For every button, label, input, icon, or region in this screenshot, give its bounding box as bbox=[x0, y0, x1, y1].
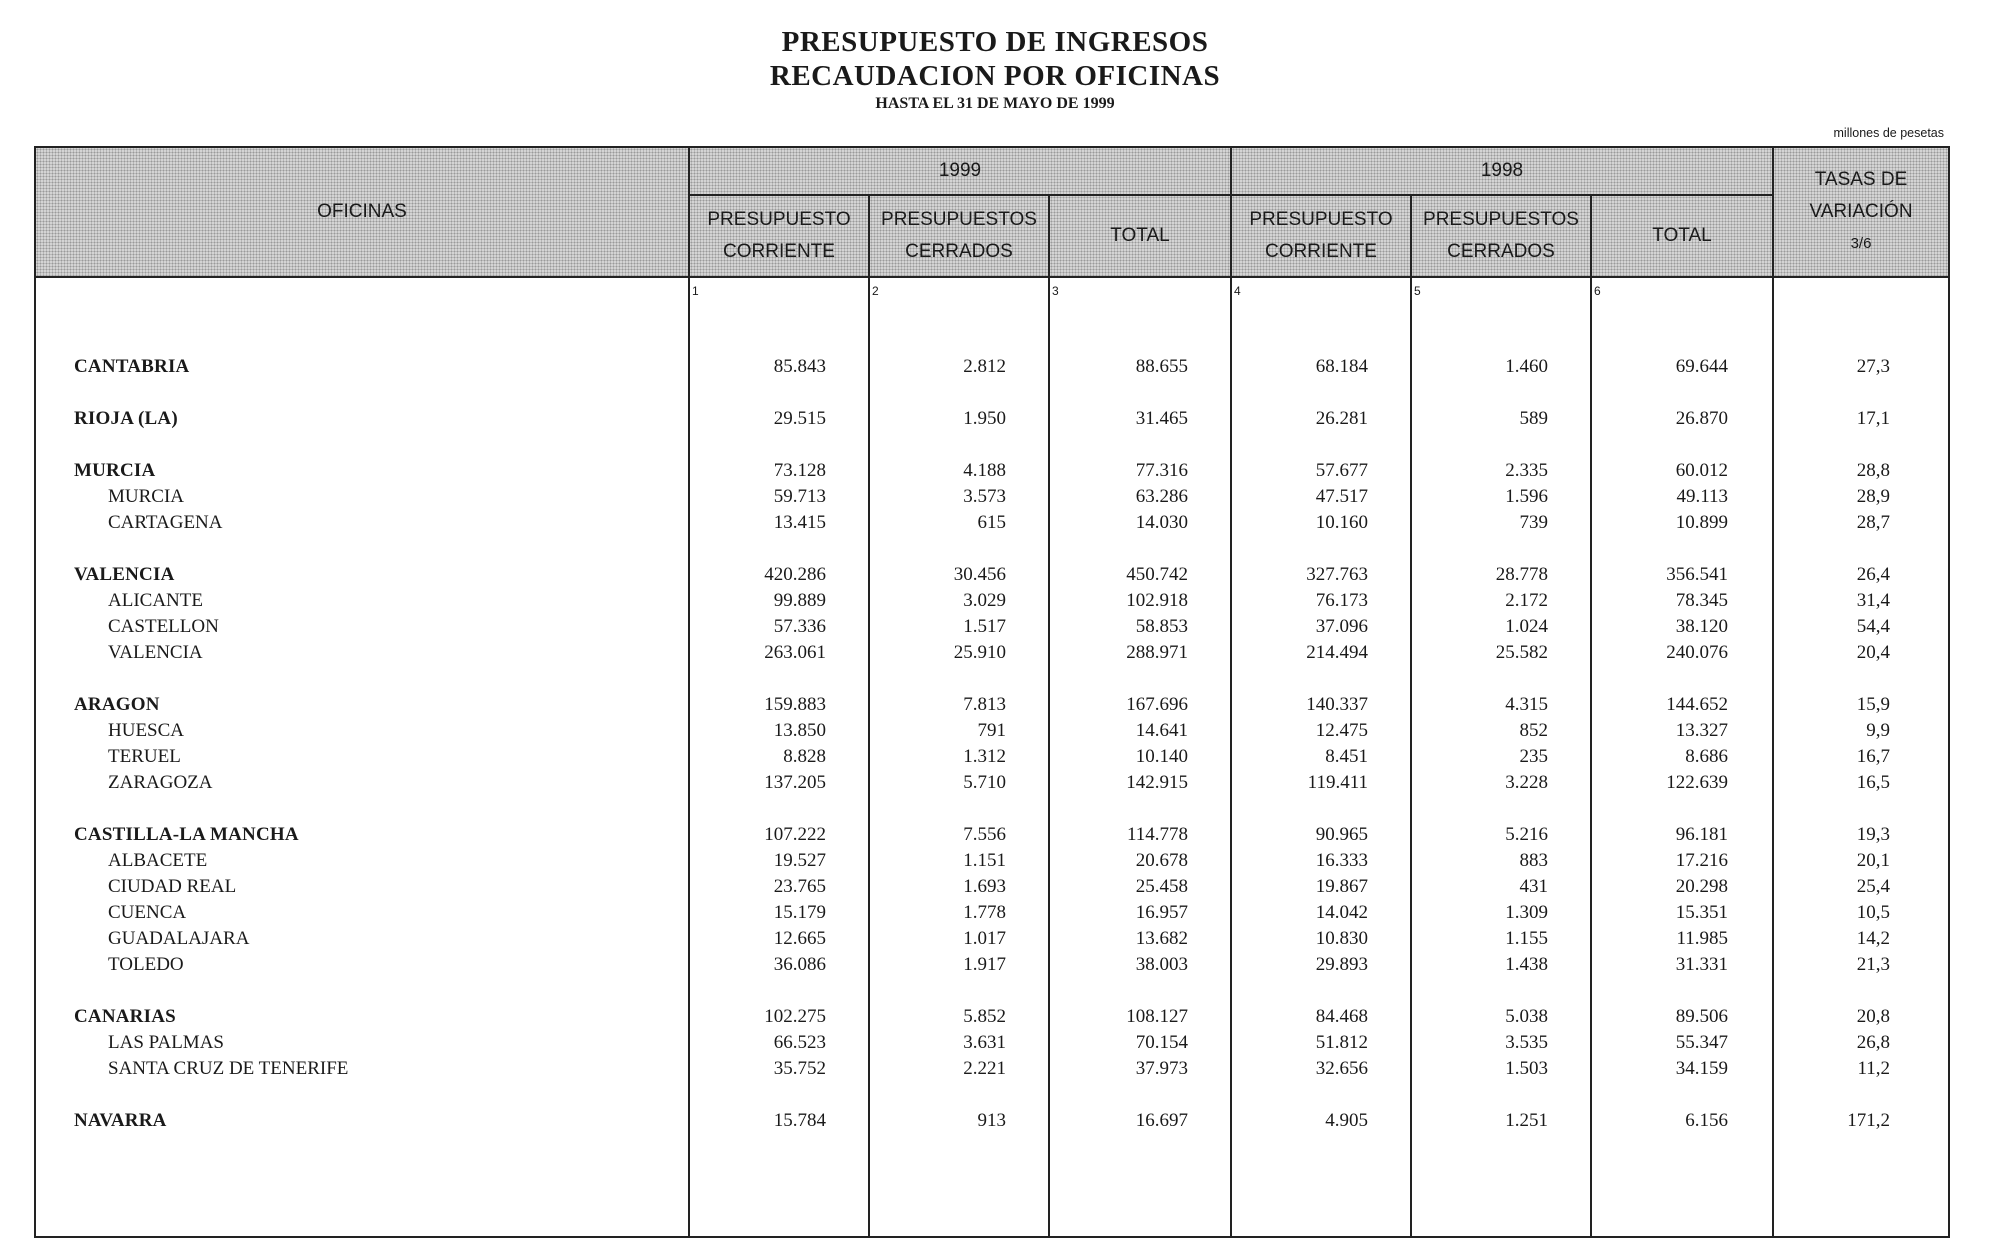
table-cell: 89.506 bbox=[1675, 1006, 1728, 1027]
table-cell: 240.076 bbox=[1666, 642, 1728, 663]
header-year-1998 bbox=[1232, 148, 1772, 194]
table-cell: 63.286 bbox=[1135, 486, 1188, 507]
table-cell: 13.415 bbox=[773, 512, 826, 533]
table-cell: 159.883 bbox=[764, 694, 826, 715]
table-cell: 49.113 bbox=[1676, 486, 1728, 507]
table-cell: 57.336 bbox=[773, 616, 826, 637]
table-row bbox=[0, 876, 2000, 902]
table-cell: 31.331 bbox=[1675, 954, 1728, 975]
table-row bbox=[0, 1110, 2000, 1136]
hdr-total-label: TOTAL bbox=[1652, 225, 1712, 246]
table-row bbox=[0, 954, 2000, 980]
table-cell: 5.038 bbox=[1505, 1006, 1548, 1027]
table-cell: 119.411 bbox=[1307, 772, 1368, 793]
table-cell: 144.652 bbox=[1666, 694, 1728, 715]
table-cell: 1.309 bbox=[1505, 902, 1548, 923]
table-cell: 431 bbox=[1519, 876, 1548, 897]
column-number: 5 bbox=[1414, 284, 1421, 298]
table-cell: 214.494 bbox=[1306, 642, 1368, 663]
table-cell: 47.517 bbox=[1315, 486, 1368, 507]
table-row bbox=[0, 642, 2000, 668]
hdr-pc-line1: PRESUPUESTO bbox=[1249, 209, 1393, 230]
table-cell: 36.086 bbox=[773, 954, 826, 975]
table-cell: 30.456 bbox=[953, 564, 1006, 585]
header-year-1998-label: 1998 bbox=[1480, 160, 1524, 181]
table-cell: 55.347 bbox=[1675, 1032, 1728, 1053]
header-tasas-line2: VARIACIÓN bbox=[1809, 201, 1913, 222]
table-cell: 1.950 bbox=[963, 408, 1006, 429]
table-cell: 171,2 bbox=[1847, 1110, 1890, 1131]
table-cell: 1.024 bbox=[1505, 616, 1548, 637]
table-cell: 76.173 bbox=[1315, 590, 1368, 611]
table-cell: 1.438 bbox=[1505, 954, 1548, 975]
region-label: CANARIAS bbox=[74, 1006, 176, 1027]
table-cell: 20,1 bbox=[1856, 850, 1890, 871]
table-cell: 28,9 bbox=[1856, 486, 1890, 507]
table-cell: 10.899 bbox=[1675, 512, 1728, 533]
title-line-2: RECAUDACION POR OFICINAS bbox=[769, 60, 1221, 92]
header-tasas-line3: 3/6 bbox=[1850, 235, 1872, 252]
table-cell: 1.460 bbox=[1505, 356, 1548, 377]
table-cell: 57.677 bbox=[1315, 460, 1368, 481]
table-cell: 1.151 bbox=[963, 850, 1006, 871]
table-row bbox=[0, 1058, 2000, 1084]
table-cell: 16,7 bbox=[1856, 746, 1890, 767]
table-cell: 1.693 bbox=[963, 876, 1006, 897]
table-cell: 122.639 bbox=[1666, 772, 1728, 793]
table-cell: 8.686 bbox=[1685, 746, 1728, 767]
office-label: ALICANTE bbox=[108, 590, 203, 611]
table-cell: 1.155 bbox=[1505, 928, 1548, 949]
table-cell: 96.181 bbox=[1675, 824, 1728, 845]
header-1998-presupuesto-corriente bbox=[1232, 196, 1410, 276]
office-label: CASTELLON bbox=[108, 616, 219, 637]
table-cell: 16.697 bbox=[1135, 1110, 1188, 1131]
table-cell: 235 bbox=[1519, 746, 1548, 767]
table-cell: 19.527 bbox=[773, 850, 826, 871]
office-label: CUENCA bbox=[108, 902, 187, 923]
table-cell: 25.458 bbox=[1135, 876, 1188, 897]
hdr-pce-line2: CERRADOS bbox=[905, 241, 1013, 262]
table-row bbox=[0, 746, 2000, 772]
table-cell: 1.917 bbox=[963, 954, 1006, 975]
table-row bbox=[0, 460, 2000, 486]
table-cell: 8.828 bbox=[783, 746, 826, 767]
header-1999-total bbox=[1050, 196, 1230, 276]
table-cell: 58.853 bbox=[1135, 616, 1188, 637]
hdr-pce-line1: PRESUPUESTOS bbox=[881, 209, 1037, 230]
table-cell: 102.275 bbox=[764, 1006, 826, 1027]
table-row bbox=[0, 850, 2000, 876]
table-row bbox=[0, 512, 2000, 538]
table-cell: 29.515 bbox=[773, 408, 826, 429]
table-row bbox=[0, 824, 2000, 850]
table-cell: 288.971 bbox=[1126, 642, 1188, 663]
office-label: TOLEDO bbox=[108, 954, 184, 975]
table-cell: 2.335 bbox=[1505, 460, 1548, 481]
table-cell: 26,8 bbox=[1856, 1032, 1890, 1053]
table-cell: 16.957 bbox=[1135, 902, 1188, 923]
table-cell: 20.298 bbox=[1675, 876, 1728, 897]
region-label: CANTABRIA bbox=[74, 356, 190, 377]
units-note: millones de pesetas bbox=[1833, 126, 1944, 140]
office-label: SANTA CRUZ DE TENERIFE bbox=[108, 1058, 349, 1079]
table-cell: 15.179 bbox=[773, 902, 826, 923]
table-cell: 20.678 bbox=[1135, 850, 1188, 871]
table-cell: 16.333 bbox=[1315, 850, 1368, 871]
table-cell: 37.096 bbox=[1315, 616, 1368, 637]
table-cell: 1.596 bbox=[1505, 486, 1548, 507]
table-cell: 21,3 bbox=[1856, 954, 1890, 975]
header-1999-presupuestos-cerrados bbox=[870, 196, 1048, 276]
table-cell: 1.778 bbox=[963, 902, 1006, 923]
table-cell: 25,4 bbox=[1856, 876, 1890, 897]
subtitle: HASTA EL 31 DE MAYO DE 1999 bbox=[875, 95, 1115, 112]
table-cell: 108.127 bbox=[1126, 1006, 1188, 1027]
table-cell: 31,4 bbox=[1856, 590, 1890, 611]
office-label: CIUDAD REAL bbox=[108, 876, 237, 897]
table-cell: 73.128 bbox=[773, 460, 826, 481]
table-cell: 3.029 bbox=[963, 590, 1006, 611]
table-cell: 99.889 bbox=[773, 590, 826, 611]
table-cell: 8.451 bbox=[1325, 746, 1368, 767]
table-cell: 6.156 bbox=[1685, 1110, 1728, 1131]
table-cell: 2.221 bbox=[963, 1058, 1006, 1079]
table-cell: 10.140 bbox=[1135, 746, 1188, 767]
table-cell: 13.327 bbox=[1675, 720, 1728, 741]
hdr-pc-line1: PRESUPUESTO bbox=[707, 209, 851, 230]
region-label: NAVARRA bbox=[74, 1110, 167, 1131]
office-label: ZARAGOZA bbox=[108, 772, 213, 793]
table-cell: 69.644 bbox=[1675, 356, 1728, 377]
table-cell: 12.475 bbox=[1315, 720, 1368, 741]
table-cell: 38.003 bbox=[1135, 954, 1188, 975]
table-cell: 142.915 bbox=[1126, 772, 1188, 793]
header-1998-presupuestos-cerrados bbox=[1412, 196, 1590, 276]
table-cell: 356.541 bbox=[1666, 564, 1728, 585]
hdr-pc-line2: CORRIENTE bbox=[1265, 241, 1377, 262]
header-1998-total bbox=[1592, 196, 1772, 276]
table-cell: 17,1 bbox=[1856, 408, 1890, 429]
table-row bbox=[0, 590, 2000, 616]
table-cell: 14,2 bbox=[1856, 928, 1890, 949]
table-cell: 114.778 bbox=[1126, 824, 1188, 845]
table-cell: 4.315 bbox=[1505, 694, 1548, 715]
table-cell: 66.523 bbox=[773, 1032, 826, 1053]
table-cell: 167.696 bbox=[1126, 694, 1188, 715]
office-label: VALENCIA bbox=[108, 642, 203, 663]
table-cell: 90.965 bbox=[1315, 824, 1368, 845]
hdr-total-label: TOTAL bbox=[1110, 225, 1170, 246]
table-cell: 2.812 bbox=[963, 356, 1006, 377]
table-cell: 31.465 bbox=[1135, 408, 1188, 429]
region-label: ARAGON bbox=[74, 694, 160, 715]
table-cell: 263.061 bbox=[764, 642, 826, 663]
table-cell: 7.556 bbox=[963, 824, 1006, 845]
table-cell: 28,7 bbox=[1856, 512, 1890, 533]
office-label: LAS PALMAS bbox=[108, 1032, 224, 1053]
table-cell: 107.222 bbox=[764, 824, 826, 845]
header-oficinas-label: OFICINAS bbox=[317, 201, 407, 222]
table-row bbox=[0, 486, 2000, 512]
table-cell: 26,4 bbox=[1856, 564, 1890, 585]
table-row bbox=[0, 356, 2000, 382]
table-cell: 20,4 bbox=[1856, 642, 1890, 663]
office-label: ALBACETE bbox=[108, 850, 208, 871]
region-label: RIOJA (LA) bbox=[74, 408, 178, 429]
table-cell: 13.682 bbox=[1135, 928, 1188, 949]
table-cell: 34.159 bbox=[1675, 1058, 1728, 1079]
table-cell: 38.120 bbox=[1675, 616, 1728, 637]
table-cell: 1.312 bbox=[963, 746, 1006, 767]
table-cell: 16,5 bbox=[1856, 772, 1890, 793]
column-number: 1 bbox=[692, 284, 699, 298]
table-cell: 5.710 bbox=[963, 772, 1006, 793]
table-cell: 3.228 bbox=[1505, 772, 1548, 793]
table-cell: 1.017 bbox=[963, 928, 1006, 949]
table-cell: 11.985 bbox=[1676, 928, 1728, 949]
table-cell: 19,3 bbox=[1856, 824, 1890, 845]
table-cell: 14.030 bbox=[1135, 512, 1188, 533]
table-cell: 26.870 bbox=[1675, 408, 1728, 429]
table-cell: 2.172 bbox=[1505, 590, 1548, 611]
region-label: CASTILLA-LA MANCHA bbox=[74, 824, 299, 845]
hdr-pce-line1: PRESUPUESTOS bbox=[1423, 209, 1579, 230]
table-cell: 84.468 bbox=[1315, 1006, 1368, 1027]
table-cell: 15.351 bbox=[1675, 902, 1728, 923]
table-row bbox=[0, 616, 2000, 642]
table-cell: 19.867 bbox=[1315, 876, 1368, 897]
table-cell: 9,9 bbox=[1866, 720, 1890, 741]
table-cell: 15,9 bbox=[1856, 694, 1890, 715]
table-cell: 54,4 bbox=[1856, 616, 1890, 637]
table-row bbox=[0, 720, 2000, 746]
table-cell: 25.582 bbox=[1495, 642, 1548, 663]
table-cell: 913 bbox=[977, 1110, 1006, 1131]
office-label: HUESCA bbox=[108, 720, 185, 741]
table-cell: 59.713 bbox=[773, 486, 826, 507]
grid-line bbox=[36, 276, 1948, 278]
table-cell: 450.742 bbox=[1126, 564, 1188, 585]
table-cell: 37.973 bbox=[1135, 1058, 1188, 1079]
table-cell: 4.188 bbox=[963, 460, 1006, 481]
table-row bbox=[0, 902, 2000, 928]
table-cell: 15.784 bbox=[773, 1110, 826, 1131]
table-cell: 26.281 bbox=[1315, 408, 1368, 429]
header-tasas bbox=[1774, 148, 1948, 276]
hdr-pc-line2: CORRIENTE bbox=[723, 241, 835, 262]
table-cell: 51.812 bbox=[1315, 1032, 1368, 1053]
office-label: MURCIA bbox=[108, 486, 185, 507]
table-cell: 12.665 bbox=[773, 928, 826, 949]
table-cell: 5.216 bbox=[1505, 824, 1548, 845]
table-cell: 852 bbox=[1519, 720, 1548, 741]
table-cell: 60.012 bbox=[1675, 460, 1728, 481]
column-number: 2 bbox=[872, 284, 879, 298]
hdr-pce-line2: CERRADOS bbox=[1447, 241, 1555, 262]
table-cell: 27,3 bbox=[1856, 356, 1890, 377]
table-row bbox=[0, 772, 2000, 798]
table-row bbox=[0, 928, 2000, 954]
table-cell: 4.905 bbox=[1325, 1110, 1368, 1131]
table-cell: 88.655 bbox=[1135, 356, 1188, 377]
table-cell: 10.160 bbox=[1315, 512, 1368, 533]
table-cell: 14.641 bbox=[1135, 720, 1188, 741]
table-cell: 1.251 bbox=[1505, 1110, 1548, 1131]
header-year-1999 bbox=[690, 148, 1230, 194]
table-cell: 17.216 bbox=[1675, 850, 1728, 871]
table-cell: 28,8 bbox=[1856, 460, 1890, 481]
table-cell: 140.337 bbox=[1306, 694, 1368, 715]
table-cell: 3.573 bbox=[963, 486, 1006, 507]
table-cell: 70.154 bbox=[1135, 1032, 1188, 1053]
table-cell: 77.316 bbox=[1135, 460, 1188, 481]
table-cell: 35.752 bbox=[773, 1058, 826, 1079]
title-line-1: PRESUPUESTO DE INGRESOS bbox=[781, 26, 1209, 58]
table-cell: 29.893 bbox=[1315, 954, 1368, 975]
table-cell: 420.286 bbox=[764, 564, 826, 585]
table-cell: 137.205 bbox=[764, 772, 826, 793]
table-row bbox=[0, 564, 2000, 590]
table-row bbox=[0, 1032, 2000, 1058]
table-cell: 1.503 bbox=[1505, 1058, 1548, 1079]
table-row bbox=[0, 1006, 2000, 1032]
table-cell: 5.852 bbox=[963, 1006, 1006, 1027]
region-label: VALENCIA bbox=[74, 564, 175, 585]
header-1999-presupuesto-corriente bbox=[690, 196, 868, 276]
header-oficinas bbox=[36, 148, 688, 276]
table-cell: 23.765 bbox=[773, 876, 826, 897]
table-cell: 13.850 bbox=[773, 720, 826, 741]
table-cell: 85.843 bbox=[773, 356, 826, 377]
table-cell: 1.517 bbox=[963, 616, 1006, 637]
table-cell: 78.345 bbox=[1675, 590, 1728, 611]
header-tasas-line1: TASAS DE bbox=[1814, 169, 1908, 190]
table-cell: 327.763 bbox=[1306, 564, 1368, 585]
office-label: CARTAGENA bbox=[108, 512, 223, 533]
table-cell: 102.918 bbox=[1126, 590, 1188, 611]
table-cell: 3.631 bbox=[963, 1032, 1006, 1053]
header-year-1999-label: 1999 bbox=[938, 160, 982, 181]
region-label: MURCIA bbox=[74, 460, 156, 481]
table-cell: 14.042 bbox=[1315, 902, 1368, 923]
table-cell: 791 bbox=[977, 720, 1006, 741]
table-row bbox=[0, 694, 2000, 720]
column-number: 4 bbox=[1234, 284, 1241, 298]
table-cell: 615 bbox=[977, 512, 1006, 533]
table-cell: 10.830 bbox=[1315, 928, 1368, 949]
table-cell: 10,5 bbox=[1856, 902, 1890, 923]
table-cell: 68.184 bbox=[1315, 356, 1368, 377]
table-cell: 589 bbox=[1519, 408, 1548, 429]
table-cell: 883 bbox=[1519, 850, 1548, 871]
table-cell: 739 bbox=[1519, 512, 1548, 533]
table-cell: 20,8 bbox=[1856, 1006, 1890, 1027]
table-cell: 7.813 bbox=[963, 694, 1006, 715]
table-cell: 32.656 bbox=[1315, 1058, 1368, 1079]
column-number: 6 bbox=[1594, 284, 1601, 298]
table-row bbox=[0, 408, 2000, 434]
column-number: 3 bbox=[1052, 284, 1059, 298]
table-cell: 25.910 bbox=[953, 642, 1006, 663]
office-label: GUADALAJARA bbox=[108, 928, 250, 949]
table-cell: 28.778 bbox=[1495, 564, 1548, 585]
office-label: TERUEL bbox=[108, 746, 181, 767]
table-cell: 11,2 bbox=[1857, 1058, 1890, 1079]
table-cell: 3.535 bbox=[1505, 1032, 1548, 1053]
